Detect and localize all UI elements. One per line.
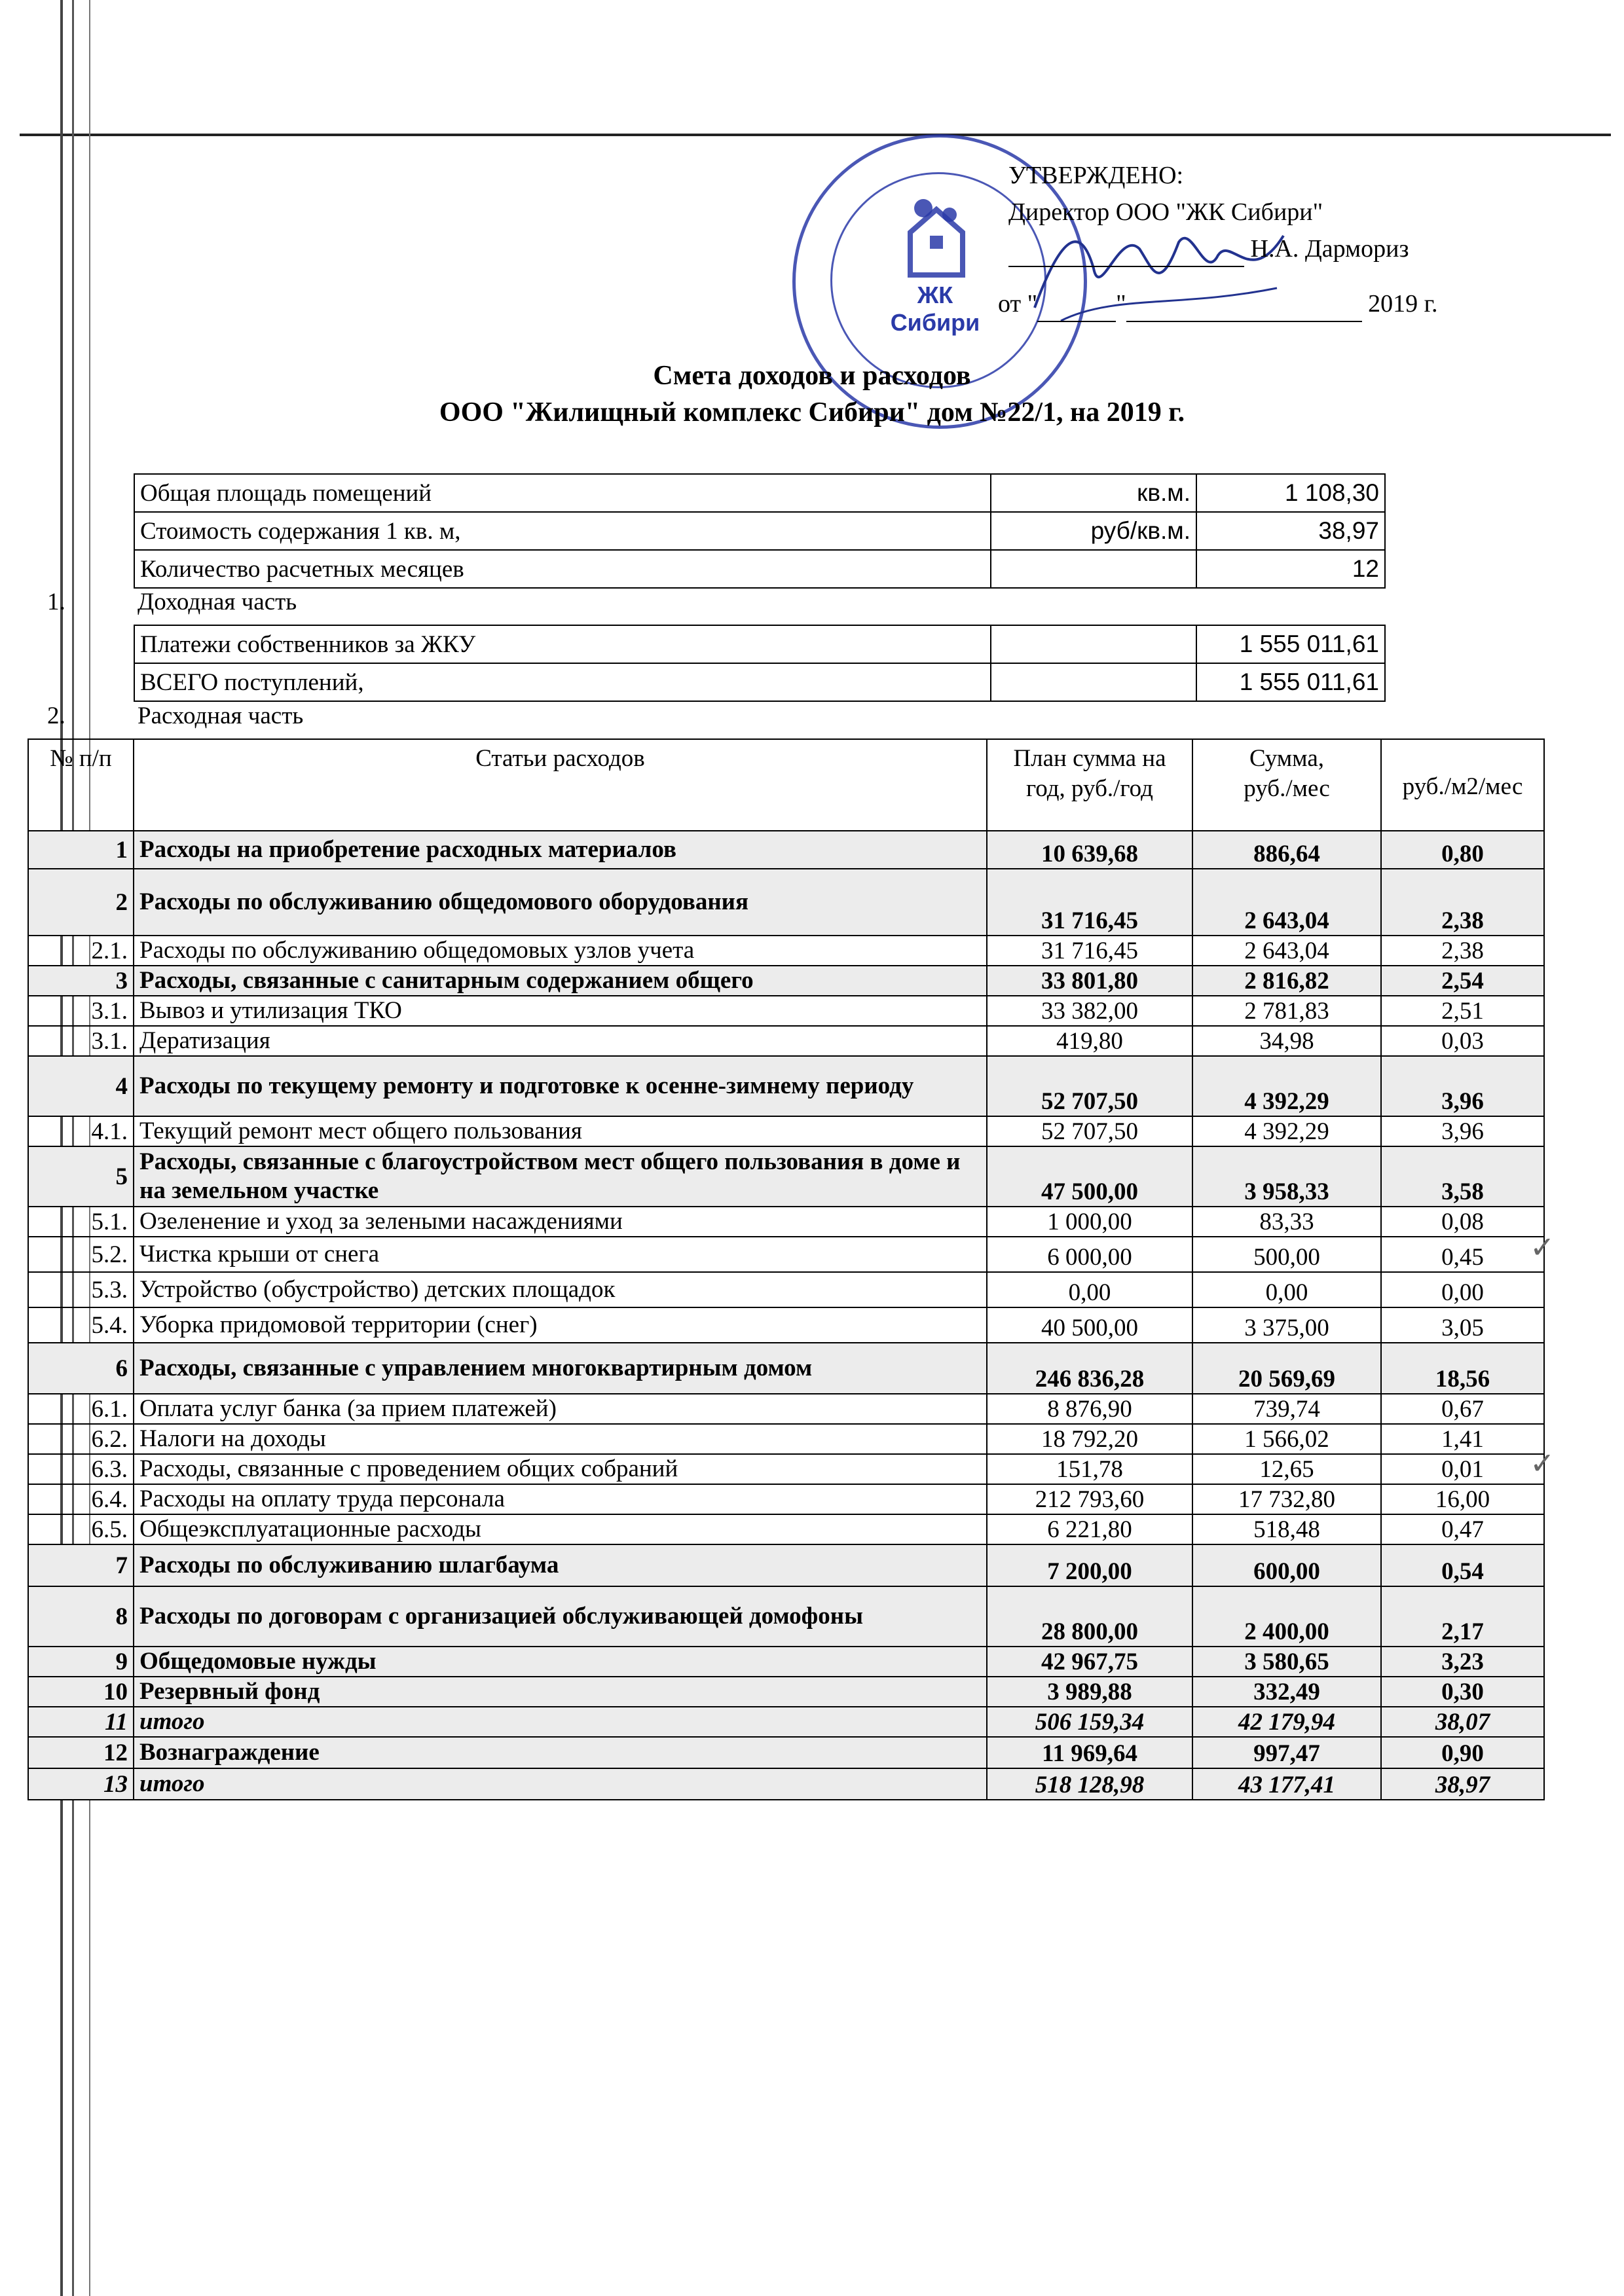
row-year-amount: 212 793,60: [987, 1484, 1192, 1514]
row-m2-amount: 0,00: [1381, 1272, 1544, 1307]
row-number: 1: [28, 831, 134, 869]
table-row: [28, 1424, 1544, 1454]
row-item: Расходы на оплату труда персонала: [134, 1484, 987, 1514]
row-number: 3.1.: [28, 996, 134, 1026]
row-month-amount: 34,98: [1192, 1026, 1381, 1056]
info-row: [134, 474, 1385, 512]
header-item: Статьи расходов: [134, 739, 987, 831]
table-row: [28, 1707, 1544, 1737]
row-item: Резервный фонд: [134, 1677, 987, 1707]
row-number: 7: [28, 1544, 134, 1586]
table-row: [28, 1586, 1544, 1647]
row-year-amount: 506 159,34: [987, 1707, 1192, 1737]
row-number: 12: [28, 1737, 134, 1768]
row-item: Расходы по текущему ремонту и подготовке к осенне-зимнему периоду: [134, 1056, 987, 1116]
section-title: Доходная часть: [138, 589, 297, 615]
section-title: Расходная часть: [138, 702, 304, 729]
row-number: 3: [28, 966, 134, 996]
header-month-line2: руб./мес: [1244, 775, 1330, 802]
row-m2-amount: 3,05: [1381, 1307, 1544, 1343]
row-number: 5.1.: [28, 1207, 134, 1237]
row-year-amount: 33 382,00: [987, 996, 1192, 1026]
header-num: № п/п: [28, 739, 134, 831]
month-blank: [1126, 321, 1362, 322]
row-item: итого: [134, 1707, 987, 1737]
signature-blank: [1008, 266, 1244, 267]
row-year-amount: 18 792,20: [987, 1424, 1192, 1454]
row-item: Текущий ремонт мест общего пользования: [134, 1116, 987, 1146]
section-number: 2.: [47, 702, 65, 729]
row-month-amount: 3 375,00: [1192, 1307, 1381, 1343]
document-title-line2: ООО "Жилищный комплекс Сибири" дом №22/1, на 2019 г.: [439, 397, 1185, 428]
header-year: [987, 739, 1192, 831]
info-row: [134, 512, 1385, 550]
row-year-amount: 246 836,28: [987, 1343, 1192, 1394]
row-year-amount: 6 221,80: [987, 1514, 1192, 1544]
income-row: [134, 625, 1385, 663]
table-row: [28, 1544, 1544, 1586]
table-row: [28, 1454, 1544, 1484]
row-number: 4.1.: [28, 1116, 134, 1146]
row-number: 6.5.: [28, 1514, 134, 1544]
info-value: 12: [1196, 550, 1385, 588]
row-year-amount: 518 128,98: [987, 1768, 1192, 1800]
table-row: [28, 1768, 1544, 1800]
row-m2-amount: 18,56: [1381, 1343, 1544, 1394]
row-item: Чистка крыши от снега: [134, 1237, 987, 1272]
row-year-amount: 3 989,88: [987, 1677, 1192, 1707]
row-item: Расходы по обслуживанию общедомового оборудования: [134, 869, 987, 936]
info-row: [134, 550, 1385, 588]
header-m2: руб./м2/мес: [1381, 739, 1544, 831]
row-year-amount: 33 801,80: [987, 966, 1192, 996]
row-m2-amount: 3,96: [1381, 1056, 1544, 1116]
row-year-amount: 52 707,50: [987, 1056, 1192, 1116]
info-label: Количество расчетных месяцев: [134, 550, 991, 588]
row-item: Расходы, связанные с благоустройством мест общего пользования в доме и на земельном участке: [134, 1146, 987, 1207]
row-month-amount: 3 580,65: [1192, 1647, 1381, 1677]
row-item: Озеленение и уход за зелеными насаждениями: [134, 1207, 987, 1237]
income-value: 1 555 011,61: [1196, 625, 1385, 663]
row-year-amount: 0,00: [987, 1272, 1192, 1307]
table-row: [28, 1484, 1544, 1514]
row-m2-amount: 38,97: [1381, 1768, 1544, 1800]
row-item: Расходы по договорам с организацией обслуживающей домофоны: [134, 1586, 987, 1647]
table-row: [28, 966, 1544, 996]
row-year-amount: 10 639,68: [987, 831, 1192, 869]
row-item: Уборка придомовой территории (снег): [134, 1307, 987, 1343]
row-month-amount: 42 179,94: [1192, 1707, 1381, 1737]
row-m2-amount: 3,96: [1381, 1116, 1544, 1146]
row-month-amount: 17 732,80: [1192, 1484, 1381, 1514]
table-row: [28, 1394, 1544, 1424]
row-year-amount: 8 876,90: [987, 1394, 1192, 1424]
table-row: [28, 1307, 1544, 1343]
row-item: Общедомовые нужды: [134, 1647, 987, 1677]
row-month-amount: 997,47: [1192, 1737, 1381, 1768]
row-number: 9: [28, 1647, 134, 1677]
row-month-amount: 2 643,04: [1192, 936, 1381, 966]
row-number: 5.4.: [28, 1307, 134, 1343]
table-row: [28, 1207, 1544, 1237]
table-row: [28, 936, 1544, 966]
row-number: 6.3.: [28, 1454, 134, 1484]
row-m2-amount: 0,47: [1381, 1514, 1544, 1544]
row-item: Расходы на приобретение расходных материалов: [134, 831, 987, 869]
row-m2-amount: 0,90: [1381, 1737, 1544, 1768]
row-month-amount: 43 177,41: [1192, 1768, 1381, 1800]
row-number: 3.1.: [28, 1026, 134, 1056]
table-row: [28, 1737, 1544, 1768]
row-number: 6.2.: [28, 1424, 134, 1454]
row-year-amount: 31 716,45: [987, 869, 1192, 936]
table-row: [28, 1514, 1544, 1544]
table-body: [28, 831, 1544, 1800]
row-month-amount: 4 392,29: [1192, 1116, 1381, 1146]
table-row: [28, 1056, 1544, 1116]
approval-position: Директор ООО "ЖК Сибири": [1008, 198, 1323, 226]
row-year-amount: 1 000,00: [987, 1207, 1192, 1237]
row-month-amount: 518,48: [1192, 1514, 1381, 1544]
row-year-amount: 47 500,00: [987, 1146, 1192, 1207]
row-number: 6: [28, 1343, 134, 1394]
row-month-amount: 1 566,02: [1192, 1424, 1381, 1454]
table-row: [28, 1026, 1544, 1056]
row-month-amount: 2 816,82: [1192, 966, 1381, 996]
row-year-amount: 31 716,45: [987, 936, 1192, 966]
table-row: [28, 1343, 1544, 1394]
row-item: Устройство (обустройство) детских площадок: [134, 1272, 987, 1307]
scan-border-line: [20, 134, 1611, 136]
row-m2-amount: 0,30: [1381, 1677, 1544, 1707]
row-number: 13: [28, 1768, 134, 1800]
row-year-amount: 6 000,00: [987, 1237, 1192, 1272]
row-item: Оплата услуг банка (за прием платежей): [134, 1394, 987, 1424]
row-item: Дератизация: [134, 1026, 987, 1056]
row-month-amount: 3 958,33: [1192, 1146, 1381, 1207]
row-month-amount: 500,00: [1192, 1237, 1381, 1272]
info-label: Общая площадь помещений: [134, 474, 991, 512]
row-m2-amount: 2,54: [1381, 966, 1544, 996]
table-row: [28, 831, 1544, 869]
row-number: 2.1.: [28, 936, 134, 966]
row-m2-amount: 1,41: [1381, 1424, 1544, 1454]
row-number: 10: [28, 1677, 134, 1707]
row-month-amount: 4 392,29: [1192, 1056, 1381, 1116]
header-year-line2: год, руб./год: [1026, 775, 1153, 802]
check-mark-icon: ✓: [1530, 1230, 1555, 1265]
row-m2-amount: 0,67: [1381, 1394, 1544, 1424]
row-year-amount: 151,78: [987, 1454, 1192, 1484]
stamp-text: ЖК Сибири: [890, 282, 980, 336]
info-unit: руб/кв.м.: [991, 512, 1196, 550]
row-month-amount: 2 781,83: [1192, 996, 1381, 1026]
row-month-amount: 2 643,04: [1192, 869, 1381, 936]
approval-signature-line: [1008, 230, 1437, 267]
row-item: Налоги на доходы: [134, 1424, 987, 1454]
income-label: ВСЕГО поступлений,: [134, 663, 991, 701]
row-m2-amount: 16,00: [1381, 1484, 1544, 1514]
row-month-amount: 739,74: [1192, 1394, 1381, 1424]
row-m2-amount: 3,58: [1381, 1146, 1544, 1207]
row-m2-amount: 0,03: [1381, 1026, 1544, 1056]
row-year-amount: 7 200,00: [987, 1544, 1192, 1586]
row-year-amount: 419,80: [987, 1026, 1192, 1056]
row-m2-amount: 0,80: [1381, 831, 1544, 869]
info-unit: кв.м.: [991, 474, 1196, 512]
stamp-house-icon: [904, 196, 969, 282]
approval-title: УТВЕРЖДЕНО:: [1008, 162, 1184, 189]
approval-name: Н.А. Дармориз: [1250, 235, 1409, 263]
date-mid: ": [1116, 290, 1126, 318]
table-row: [28, 996, 1544, 1026]
info-unit: [991, 550, 1196, 588]
row-item: Общеэксплуатационные расходы: [134, 1514, 987, 1544]
row-m2-amount: 0,08: [1381, 1207, 1544, 1237]
row-month-amount: 12,65: [1192, 1454, 1381, 1484]
income-table: [134, 625, 1386, 702]
income-label: Платежи собственников за ЖКУ: [134, 625, 991, 663]
info-value: 1 108,30: [1196, 474, 1385, 512]
row-m2-amount: 2,38: [1381, 869, 1544, 936]
row-number: 11: [28, 1707, 134, 1737]
check-mark-icon: ✓: [1530, 1446, 1555, 1481]
date-year: 2019 г.: [1368, 290, 1438, 318]
row-m2-amount: 38,07: [1381, 1707, 1544, 1737]
document-title-line1: Смета доходов и расходов: [653, 361, 971, 391]
table-row: [28, 869, 1544, 936]
header-month: [1192, 739, 1381, 831]
income-empty: [991, 663, 1196, 701]
header-year-line1: План сумма на: [1013, 745, 1166, 772]
row-number: 2: [28, 869, 134, 936]
row-number: 5: [28, 1146, 134, 1207]
row-month-amount: 600,00: [1192, 1544, 1381, 1586]
row-m2-amount: 2,51: [1381, 996, 1544, 1026]
row-m2-amount: 0,01: [1381, 1454, 1544, 1484]
info-label: Стоимость содержания 1 кв. м,: [134, 512, 991, 550]
row-number: 4: [28, 1056, 134, 1116]
row-number: 5.2.: [28, 1237, 134, 1272]
income-empty: [991, 625, 1196, 663]
row-number: 8: [28, 1586, 134, 1647]
row-month-amount: 886,64: [1192, 831, 1381, 869]
section-number: 1.: [47, 589, 65, 615]
info-value: 38,97: [1196, 512, 1385, 550]
row-m2-amount: 2,38: [1381, 936, 1544, 966]
row-year-amount: 28 800,00: [987, 1586, 1192, 1647]
table-row: [28, 1237, 1544, 1272]
table-row: [28, 1677, 1544, 1707]
row-item: итого: [134, 1768, 987, 1800]
row-item: Расходы, связанные с управлением многоквартирным домом: [134, 1343, 987, 1394]
row-item: Расходы, связанные с санитарным содержанием общего: [134, 966, 987, 996]
expense-table: [28, 738, 1545, 1800]
table-row: [28, 1647, 1544, 1677]
row-m2-amount: 2,17: [1381, 1586, 1544, 1647]
header-month-line1: Сумма,: [1249, 745, 1325, 772]
row-month-amount: 2 400,00: [1192, 1586, 1381, 1647]
info-table: [134, 473, 1386, 589]
income-row: [134, 663, 1385, 701]
row-month-amount: 0,00: [1192, 1272, 1381, 1307]
approval-date: [998, 285, 1437, 322]
approval-block: [998, 157, 1438, 322]
table-header-row: [28, 739, 1544, 831]
row-month-amount: 332,49: [1192, 1677, 1381, 1707]
row-month-amount: 83,33: [1192, 1207, 1381, 1237]
row-item: Расходы по обслуживанию шлагбаума: [134, 1544, 987, 1586]
row-year-amount: 42 967,75: [987, 1647, 1192, 1677]
row-number: 6.4.: [28, 1484, 134, 1514]
table-row: [28, 1146, 1544, 1207]
row-month-amount: 20 569,69: [1192, 1343, 1381, 1394]
row-number: 6.1.: [28, 1394, 134, 1424]
row-m2-amount: 3,23: [1381, 1647, 1544, 1677]
row-item: Вознаграждение: [134, 1737, 987, 1768]
row-item: Расходы, связанные с проведением общих собраний: [134, 1454, 987, 1484]
date-prefix: от ": [998, 290, 1038, 318]
row-item: Вывоз и утилизация ТКО: [134, 996, 987, 1026]
row-year-amount: 11 969,64: [987, 1737, 1192, 1768]
row-m2-amount: 0,54: [1381, 1544, 1544, 1586]
day-blank: [1037, 321, 1116, 322]
income-value: 1 555 011,61: [1196, 663, 1385, 701]
table-row: [28, 1116, 1544, 1146]
table-row: [28, 1272, 1544, 1307]
row-year-amount: 52 707,50: [987, 1116, 1192, 1146]
row-m2-amount: 0,45: [1381, 1237, 1544, 1272]
row-item: Расходы по обслуживанию общедомовых узлов учета: [134, 936, 987, 966]
row-number: 5.3.: [28, 1272, 134, 1307]
row-year-amount: 40 500,00: [987, 1307, 1192, 1343]
